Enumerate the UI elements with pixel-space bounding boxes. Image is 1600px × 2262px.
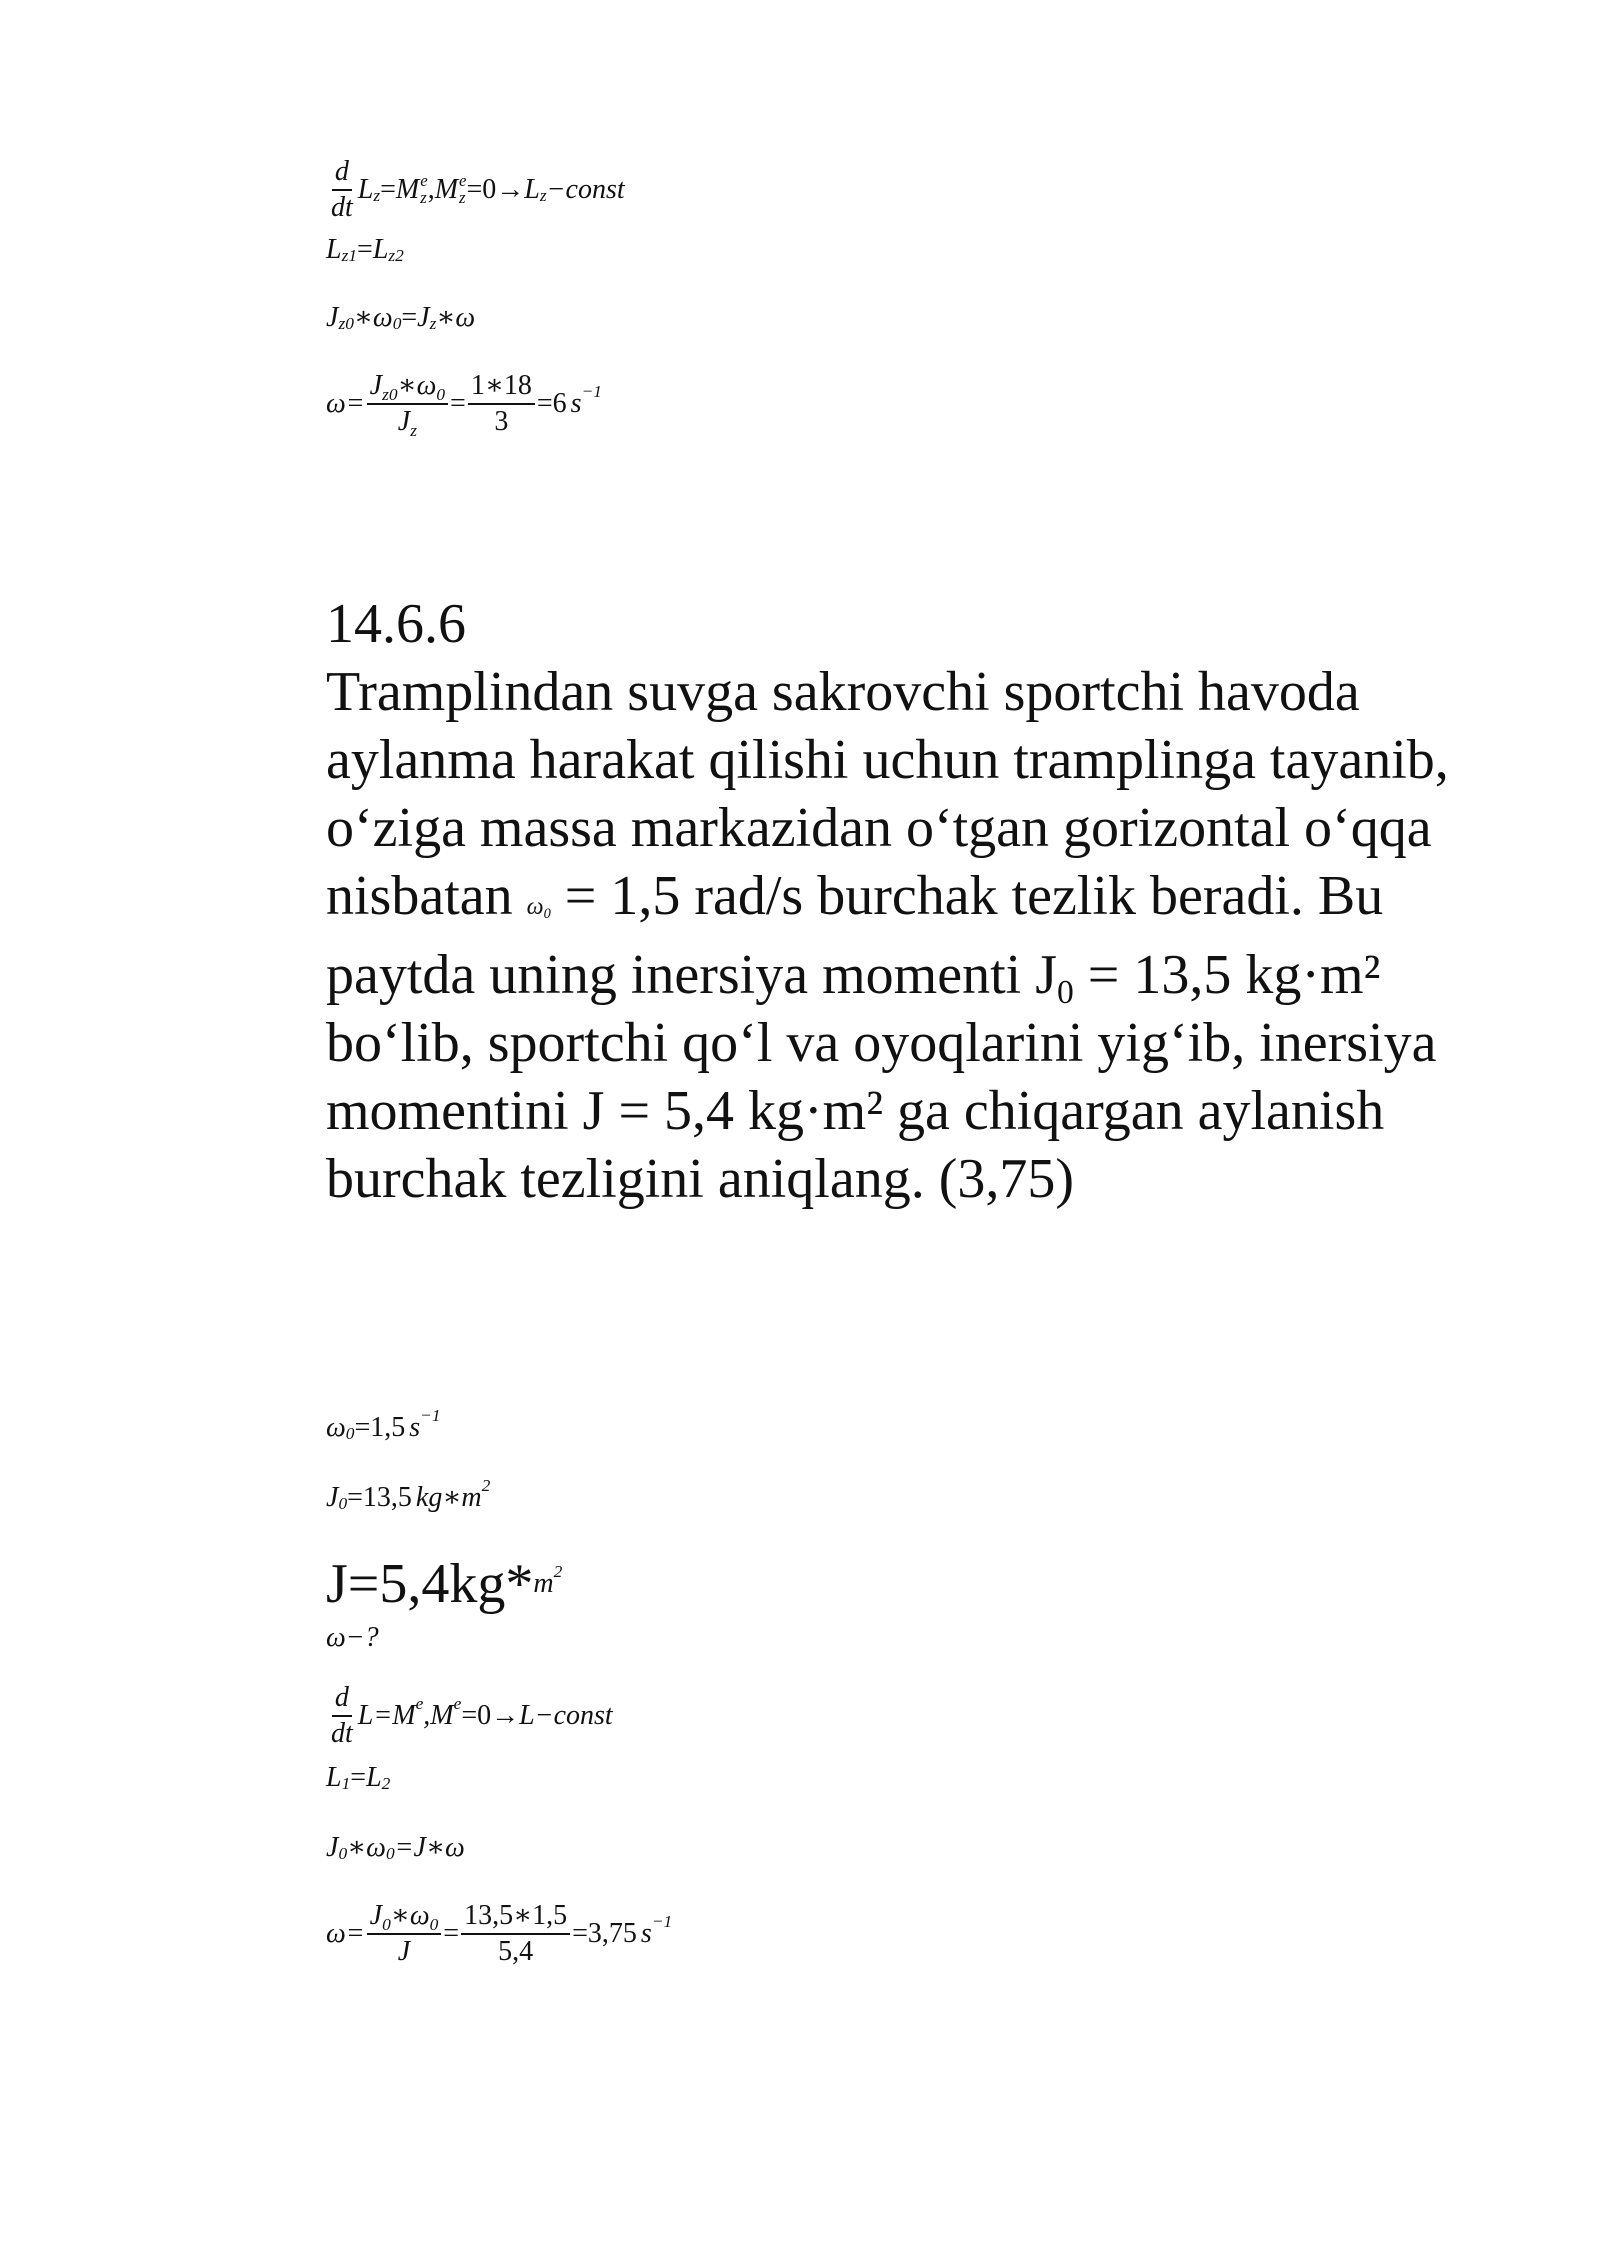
given-j0: J $_0$ =13,5 kg∗m $^2$	[326, 1475, 491, 1514]
given-omega0: ω $_0$ =1,5 s $^{-1}$	[326, 1405, 441, 1444]
derivative-fraction: $\frac{d}{dt}$	[331, 1682, 353, 1749]
top-eq-4: ω= $\frac{J_{z0}∗\omega_0}{J_z}$ = $\frac{1∗18}{3}$ =6 s $^{-1}$	[326, 370, 602, 441]
problem-text-3: = 13,5 kg·m² bo‘lib, sportchi qo‘l va oyoqlarini yig‘ib, inersiya momentini J = 5,4 kg·m² ga chiqargan aylanish burchak tezligini aniqlang. (3,75)	[326, 944, 1437, 1210]
given-unknown: ω−?	[326, 1622, 379, 1653]
bottom-eq-1: $\frac{d}{dt}$ L=M $^e$ ,M $^e$ =0 → L−const	[326, 1684, 613, 1748]
problem-text-1: Tramplindan suvga sakrovchi sportchi havoda aylanma harakat qilishi uchun tramplinga tayanib, o‘ziga massa markazidan o‘tgan gorizontal o‘qqa nisbatan	[326, 661, 1449, 927]
problem-statement: 14.6.6 Tramplindan suvga sakrovchi sportchi havoda aylanma harakat qilishi uchun tramplinga tayanib, o‘ziga massa markazidan o‘tgan gorizontal o‘qqa nisbatan $\omega_0 = 1,5$ rad/s burchak tezlik beradi. Bu paytda uning inersiya momenti $J_0 = 13,5$ kg·m² bo‘lib, sportchi qo‘l va oyoqlarini yig‘ib, inersiya momentini J = 5,4 kg·m² ga chiqargan aylanish burchak tezligini aniqlang. (3,75)	[326, 590, 1516, 1213]
fraction-2: $\frac{1∗18}{3}$	[468, 372, 535, 436]
problem-number: 14.6.6	[326, 593, 466, 655]
omega-symbol: $\omega_0$	[526, 894, 551, 923]
top-eq-2: L $_{z1}$ = L $_{z2}$	[326, 234, 404, 266]
bottom-eq-4: ω= $\frac{J_0∗\omega_0}{J}$ = $\frac{13,5∗1,5}{5,4}$ =3,75 s $^{-1}$	[326, 1900, 673, 1967]
fraction-1: $\frac{J_{z0}∗\omega_0}{J_z}$	[367, 372, 448, 436]
fraction-2: $\frac{13,5∗1,5}{5,4}$	[461, 1902, 570, 1966]
problem-text-2: = 1,5 rad/s burchak tezlik beradi. Bu paytda uning inersiya momenti J	[326, 865, 1384, 1006]
derivative-fraction: $\frac{d}{dt}$	[331, 156, 353, 223]
fraction-1: $\frac{J_0∗\omega_0}{J}$	[367, 1902, 442, 1966]
bottom-eq-3: J $_0$ ∗ω $_0$ =J∗ω	[326, 1832, 465, 1864]
given-j: J=5,4kg* m $^2$	[326, 1553, 563, 1615]
top-eq-1: $\frac{d}{dt}$ L $_z$ = M e z , M e z =0 → L $_z$ −const	[326, 158, 625, 222]
top-eq-3: J $_{z0}$ ∗ω $_0$ = J $_z$ ∗ω	[326, 302, 476, 334]
bottom-eq-2: L $_1$ = L $_2$	[326, 1762, 391, 1794]
